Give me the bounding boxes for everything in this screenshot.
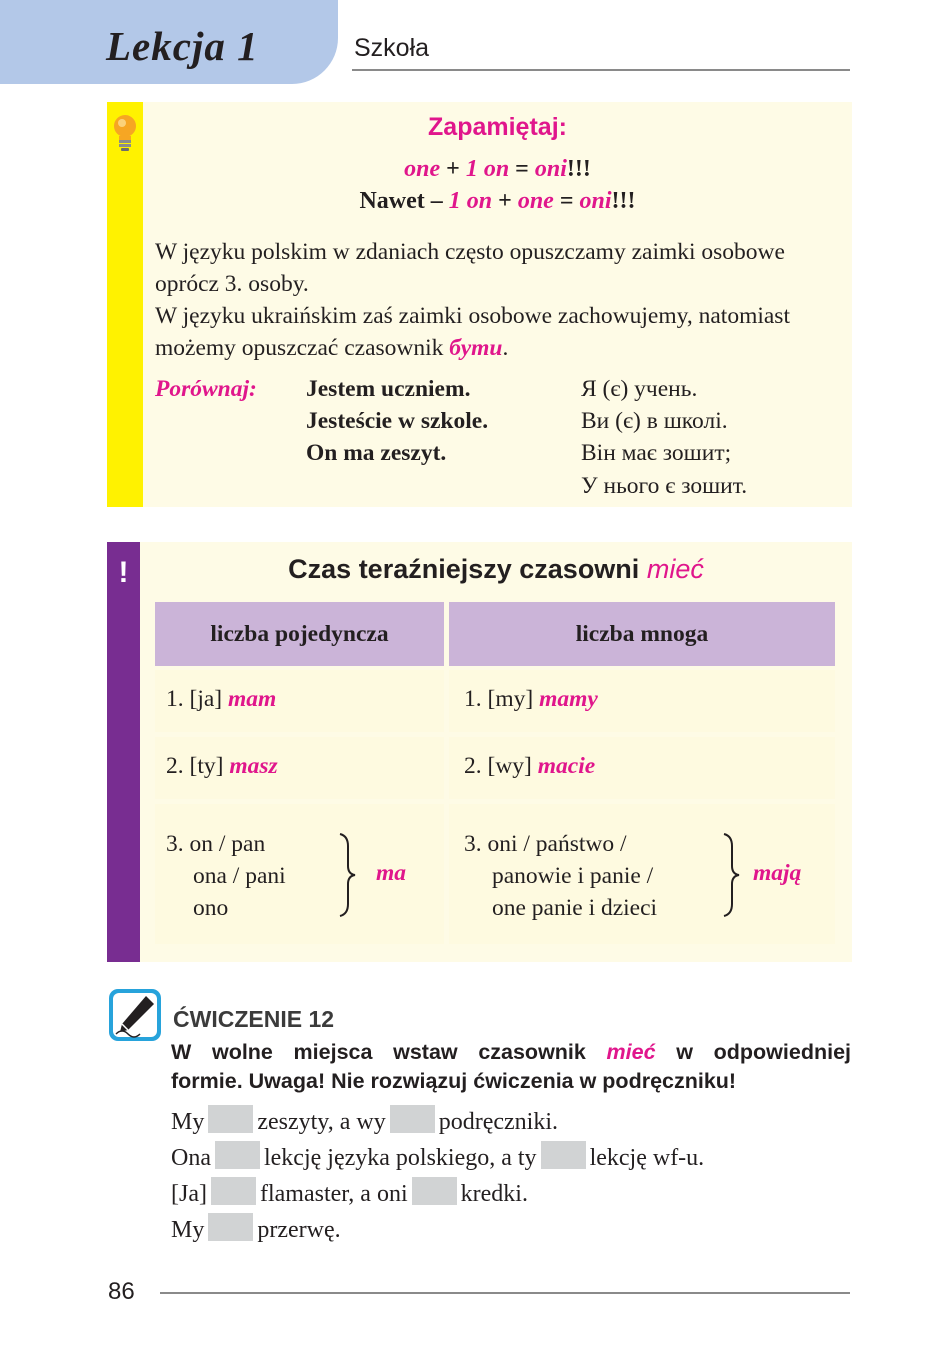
exercise-sentence (171, 1177, 528, 1208)
answer-blank[interactable] (215, 1141, 260, 1169)
answer-blank[interactable] (208, 1105, 253, 1133)
sentence-part: My (171, 1109, 205, 1135)
exercise-sentence (171, 1105, 558, 1136)
exercise-title: ĆWICZENIE 12 (173, 1006, 335, 1032)
sentence-part: flamaster, a oni (259, 1181, 408, 1207)
pronoun-list (464, 828, 657, 924)
formula-term: one (404, 156, 441, 182)
instruction-text: W wolne miejsca wstaw czasownik (171, 1040, 586, 1064)
compare-polish: Jesteście w szkole. (306, 408, 489, 434)
instruction-text: w odpowiedniej (676, 1040, 852, 1064)
compare-ukrainian: У нього є зошит. (581, 473, 748, 499)
instruction-verb: mieć (606, 1040, 656, 1064)
compare-polish: On ma zeszyt. (306, 440, 447, 466)
exclamation-icon: ! (118, 556, 129, 589)
explanation-paragraph-1: W języku polskim w zdaniach często opuszczamy zaimki osobowe oprócz 3. osoby. (155, 239, 785, 297)
verb-form: ma (376, 860, 407, 886)
table-cell (449, 670, 835, 732)
sentence-part: kredki. (460, 1181, 528, 1207)
lightbulb-icon (110, 112, 140, 154)
explanation-paragraph-2 (155, 300, 845, 364)
formula-operator: = (515, 156, 529, 182)
table-cell (449, 737, 835, 799)
brace-icon (337, 832, 357, 918)
column-header: liczba mnoga (449, 602, 835, 666)
lesson-title: Lekcja 1 (106, 23, 259, 69)
table-cell (155, 737, 444, 799)
verb-form: masz (229, 753, 278, 779)
verb-form: mają (753, 860, 802, 886)
answer-blank[interactable] (208, 1213, 253, 1241)
table-cell (449, 804, 835, 944)
formula-line-1 (143, 156, 852, 183)
formula-term: one (517, 188, 554, 214)
formula-exclamation: !!! (566, 156, 591, 182)
footer-divider (160, 1292, 850, 1294)
person-label: 1. [ja] (166, 686, 223, 712)
pronoun-line: 3. oni / państwo / (464, 831, 627, 857)
highlighted-verb: бути (449, 335, 503, 361)
brace-icon (721, 832, 741, 918)
sentence-part: przerwę. (257, 1217, 341, 1243)
formula-exclamation: !!! (611, 188, 636, 214)
formula-operator: + (446, 156, 460, 182)
answer-blank[interactable] (541, 1141, 586, 1169)
table-title-text: Czas teraźniejszy czasowni (288, 554, 640, 584)
sentence-part: podręczniki. (438, 1109, 559, 1135)
sentence-part: My (171, 1217, 205, 1243)
table-cell (155, 804, 444, 944)
formula-term: 1 on (448, 188, 493, 214)
person-label: 1. [my] (464, 686, 534, 712)
formula-result: oni (579, 188, 612, 214)
compare-label: Porównaj: (155, 376, 257, 402)
sentence-part: lekcję języka polskiego, a ty (263, 1145, 537, 1171)
exercise-instruction (171, 1040, 851, 1065)
table-cell (155, 670, 444, 732)
person-label: 2. [ty] (166, 753, 224, 779)
pronoun-line: 3. on / pan (166, 831, 266, 857)
person-label: 2. [wy] (464, 753, 532, 779)
sentence-part: lekcję wf-u. (589, 1145, 705, 1171)
formula-result: oni (534, 156, 567, 182)
compare-ukrainian: Я (є) учень. (581, 376, 698, 402)
answer-blank[interactable] (390, 1105, 435, 1133)
pen-writing-icon (108, 988, 162, 1042)
formula-lead: Nawet – (359, 188, 443, 214)
table-title-verb: mieć (646, 554, 704, 584)
formula-operator: + (498, 188, 512, 214)
verb-form: mamy (539, 686, 598, 712)
pronoun-list (166, 828, 286, 924)
exercise-sentence (171, 1213, 341, 1244)
remember-stripe (107, 102, 143, 507)
header-divider (352, 69, 850, 71)
exercise-sentence (171, 1141, 704, 1172)
answer-blank[interactable] (211, 1177, 256, 1205)
verb-form: macie (537, 753, 596, 779)
pronoun-line: one panie i dzieci (492, 895, 658, 921)
page-number: 86 (108, 1278, 135, 1305)
compare-ukrainian: Він має зошит; (581, 440, 732, 466)
pronoun-line: ona / pani (193, 863, 286, 889)
sentence-part: zeszyty, a wy (257, 1109, 386, 1135)
paragraph-text: W języku ukraińskim zaś zaimki osobowe zachowujemy, natomiast możemy opuszczać czasownik (155, 303, 790, 361)
exercise-instruction-line2: formie. Uwaga! Nie rozwiązuj ćwiczenia w podręczniku! (171, 1069, 737, 1093)
pronoun-line: panowie i panie / (492, 863, 654, 889)
formula-term: 1 on (465, 156, 510, 182)
conjugation-stripe (107, 542, 140, 962)
table-title (140, 554, 852, 585)
sentence-part: Ona (171, 1145, 211, 1171)
paragraph-end: . (502, 335, 509, 361)
topic-title: Szkoła (354, 34, 430, 62)
formula-operator: = (559, 188, 574, 214)
verb-form: mam (228, 686, 277, 712)
pronoun-line: ono (193, 895, 229, 921)
compare-polish: Jestem uczniem. (306, 376, 471, 402)
formula-line-2 (143, 188, 852, 215)
remember-title: Zapamiętaj: (428, 113, 567, 141)
answer-blank[interactable] (412, 1177, 457, 1205)
compare-ukrainian: Ви (є) в школі. (581, 408, 728, 434)
column-header: liczba pojedyncza (155, 602, 444, 666)
sentence-part: [Ja] (171, 1181, 207, 1207)
